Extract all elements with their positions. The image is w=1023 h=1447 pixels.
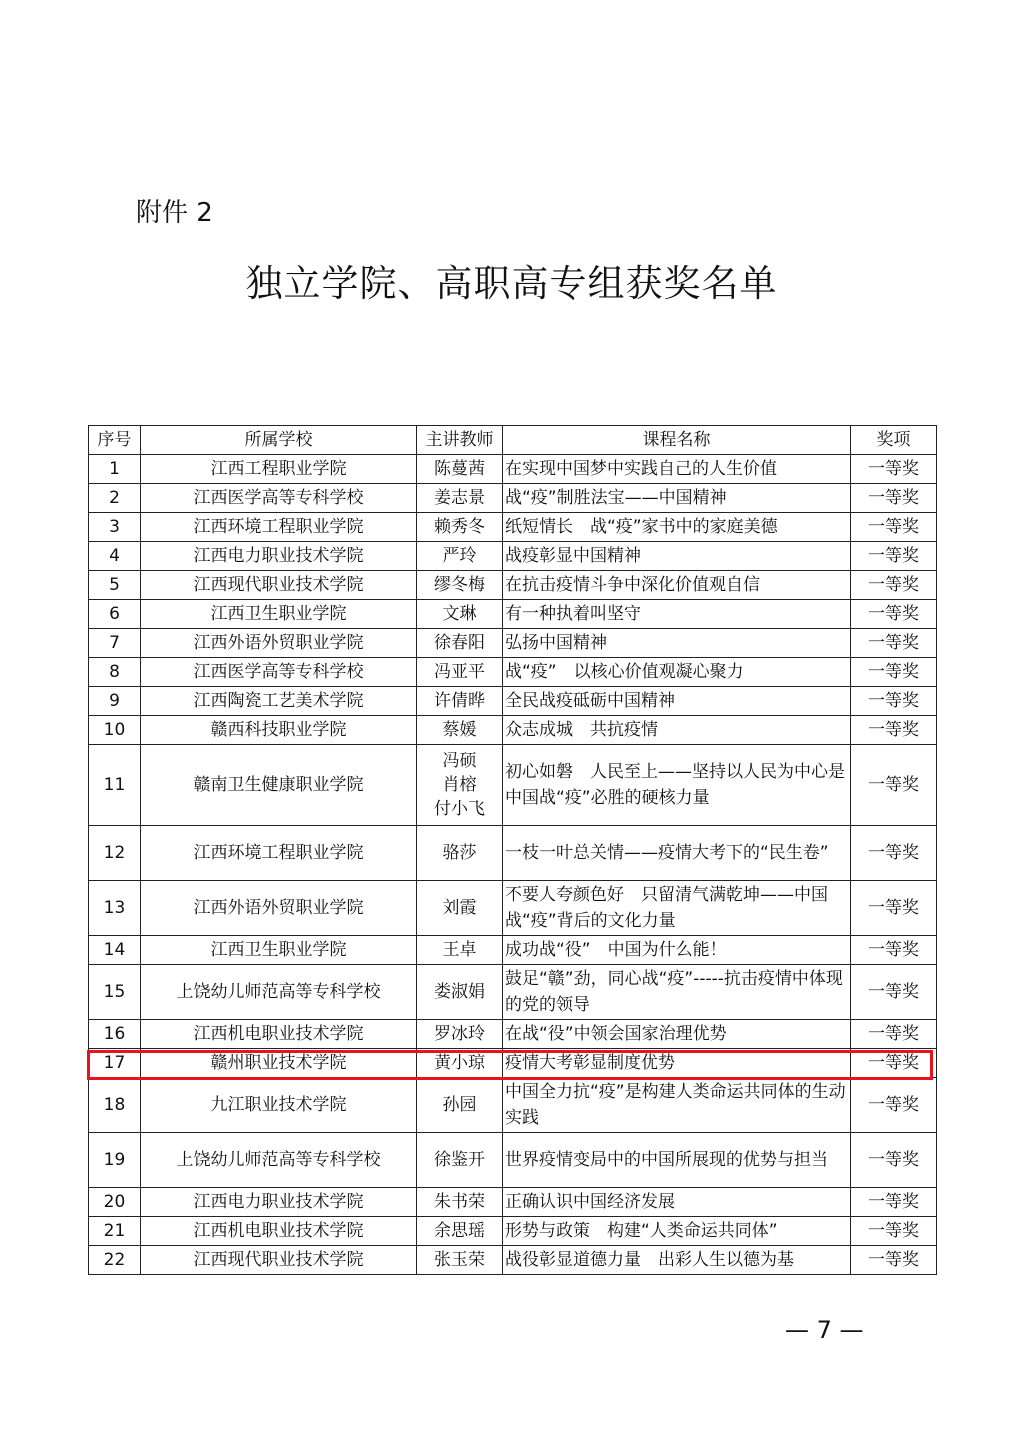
attachment-label: 附件 2: [136, 198, 213, 228]
cell-teacher: 赖秀冬: [417, 513, 503, 542]
cell-teacher: 缪冬梅: [417, 571, 503, 600]
cell-course: 正确认识中国经济发展: [503, 1188, 851, 1217]
cell-no: 8: [89, 658, 141, 687]
cell-award: 一等奖: [851, 1246, 937, 1275]
cell-no: 11: [89, 745, 141, 826]
cell-no: 19: [89, 1133, 141, 1188]
cell-no: 17: [89, 1049, 141, 1078]
cell-course: 纸短情长 战“疫”家书中的家庭美德: [503, 513, 851, 542]
cell-award: 一等奖: [851, 1133, 937, 1188]
cell-school: 江西卫生职业学院: [141, 936, 417, 965]
table-row: [89, 571, 937, 600]
cell-course: 全民战疫砥砺中国精神: [503, 687, 851, 716]
cell-school: 江西环境工程职业学院: [141, 826, 417, 881]
cell-teacher: 冯亚平: [417, 658, 503, 687]
header-course: 课程名称: [503, 426, 851, 455]
table-row: [89, 1020, 937, 1049]
cell-school: 江西机电职业技术学院: [141, 1020, 417, 1049]
cell-school: 赣州职业技术学院: [141, 1049, 417, 1078]
cell-school: 江西电力职业技术学院: [141, 542, 417, 571]
cell-course: 形势与政策 构建“人类命运共同体”: [503, 1217, 851, 1246]
cell-school: 江西机电职业技术学院: [141, 1217, 417, 1246]
cell-teacher: 罗冰玲: [417, 1020, 503, 1049]
cell-school: 江西外语外贸职业学院: [141, 629, 417, 658]
cell-teacher: 蔡媛: [417, 716, 503, 745]
cell-school: 上饶幼儿师范高等专科学校: [141, 1133, 417, 1188]
cell-teacher: [417, 745, 503, 826]
cell-award: 一等奖: [851, 658, 937, 687]
cell-course: 弘扬中国精神: [503, 629, 851, 658]
cell-award: 一等奖: [851, 1049, 937, 1078]
cell-award: 一等奖: [851, 513, 937, 542]
cell-course: 成功战“役” 中国为什么能！: [503, 936, 851, 965]
teacher-name: 肖榕: [442, 775, 477, 795]
cell-award: 一等奖: [851, 600, 937, 629]
cell-award: 一等奖: [851, 1020, 937, 1049]
cell-award: 一等奖: [851, 936, 937, 965]
cell-school: 江西工程职业学院: [141, 455, 417, 484]
cell-award: 一等奖: [851, 1078, 937, 1133]
cell-school: 江西环境工程职业学院: [141, 513, 417, 542]
cell-award: 一等奖: [851, 826, 937, 881]
cell-course: 在抗击疫情斗争中深化价值观自信: [503, 571, 851, 600]
table-row: [89, 629, 937, 658]
cell-school: 赣西科技职业学院: [141, 716, 417, 745]
cell-course: 战疫彰显中国精神: [503, 542, 851, 571]
cell-course: 世界疫情变局中的中国所展现的优势与担当: [503, 1133, 851, 1188]
header-no: 序号: [89, 426, 141, 455]
cell-school: 江西医学高等专科学校: [141, 658, 417, 687]
cell-teacher: 姜志景: [417, 484, 503, 513]
cell-course: 有一种执着叫坚守: [503, 600, 851, 629]
cell-school: 江西电力职业技术学院: [141, 1188, 417, 1217]
cell-award: 一等奖: [851, 687, 937, 716]
cell-teacher: 许倩晔: [417, 687, 503, 716]
cell-award: 一等奖: [851, 455, 937, 484]
cell-no: 15: [89, 965, 141, 1020]
header-school: 所属学校: [141, 426, 417, 455]
page-number: — 7 —: [785, 1316, 864, 1344]
table-row: [89, 1246, 937, 1275]
cell-award: 一等奖: [851, 745, 937, 826]
cell-award: 一等奖: [851, 1217, 937, 1246]
table-row: [89, 687, 937, 716]
page-title: 独立学院、高职高专组获奖名单: [245, 262, 778, 305]
cell-school: 江西现代职业技术学院: [141, 1246, 417, 1275]
cell-course: 在战“役”中领会国家治理优势: [503, 1020, 851, 1049]
teacher-name: 冯硕: [442, 751, 477, 771]
table-row: [89, 716, 937, 745]
cell-no: 16: [89, 1020, 141, 1049]
cell-teacher: 刘霞: [417, 881, 503, 936]
cell-no: 10: [89, 716, 141, 745]
table-row: [89, 542, 937, 571]
cell-teacher: 黄小琼: [417, 1049, 503, 1078]
table-row: [89, 1217, 937, 1246]
cell-no: 2: [89, 484, 141, 513]
cell-no: 21: [89, 1217, 141, 1246]
cell-no: 14: [89, 936, 141, 965]
cell-teacher: 娄淑娟: [417, 965, 503, 1020]
cell-teacher: 徐春阳: [417, 629, 503, 658]
cell-course: 在实现中国梦中实践自己的人生价值: [503, 455, 851, 484]
table-row: [89, 658, 937, 687]
cell-teacher: 骆莎: [417, 826, 503, 881]
cell-course: 不要人夸颜色好 只留清气满乾坤——中国战“疫”背后的文化力量: [503, 881, 851, 936]
cell-award: 一等奖: [851, 542, 937, 571]
cell-course: 战役彰显道德力量 出彩人生以德为基: [503, 1246, 851, 1275]
table-row: [89, 745, 937, 826]
cell-course: 众志成城 共抗疫情: [503, 716, 851, 745]
awards-table: [88, 425, 937, 1275]
cell-no: 20: [89, 1188, 141, 1217]
cell-teacher: 文琳: [417, 600, 503, 629]
cell-award: 一等奖: [851, 571, 937, 600]
table-row: [89, 881, 937, 936]
cell-teacher: 徐鉴开: [417, 1133, 503, 1188]
cell-school: 上饶幼儿师范高等专科学校: [141, 965, 417, 1020]
table-row: [89, 484, 937, 513]
cell-no: 7: [89, 629, 141, 658]
cell-course: 鼓足“赣”劲，同心战“疫”-----抗击疫情中体现的党的领导: [503, 965, 851, 1020]
cell-course: 战“疫”制胜法宝——中国精神: [503, 484, 851, 513]
cell-no: 1: [89, 455, 141, 484]
cell-school: 江西医学高等专科学校: [141, 484, 417, 513]
cell-no: 4: [89, 542, 141, 571]
table-row: [89, 1188, 937, 1217]
cell-no: 6: [89, 600, 141, 629]
cell-school: 江西卫生职业学院: [141, 600, 417, 629]
table-row: [89, 513, 937, 542]
cell-school: 江西外语外贸职业学院: [141, 881, 417, 936]
cell-teacher: 王卓: [417, 936, 503, 965]
cell-teacher: 陈蔓茜: [417, 455, 503, 484]
cell-no: 9: [89, 687, 141, 716]
table-row: [89, 600, 937, 629]
cell-no: 12: [89, 826, 141, 881]
cell-teacher: 朱书荣: [417, 1188, 503, 1217]
table-row: [89, 965, 937, 1020]
table-row: [89, 1078, 937, 1133]
cell-no: 18: [89, 1078, 141, 1133]
cell-course: 中国全力抗“疫”是构建人类命运共同体的生动实践: [503, 1078, 851, 1133]
header-teacher: 主讲教师: [417, 426, 503, 455]
header-award: 奖项: [851, 426, 937, 455]
cell-teacher: 孙园: [417, 1078, 503, 1133]
table-row: [89, 936, 937, 965]
cell-award: 一等奖: [851, 629, 937, 658]
table-row: [89, 455, 937, 484]
cell-school: 江西现代职业技术学院: [141, 571, 417, 600]
cell-award: 一等奖: [851, 716, 937, 745]
cell-award: 一等奖: [851, 1188, 937, 1217]
cell-school: 九江职业技术学院: [141, 1078, 417, 1133]
teacher-name: 付小飞: [434, 799, 485, 819]
cell-no: 5: [89, 571, 141, 600]
table-row: [89, 1133, 937, 1188]
cell-course: 战“疫” 以核心价值观凝心聚力: [503, 658, 851, 687]
cell-teacher: 张玉荣: [417, 1246, 503, 1275]
cell-teacher: 余思瑶: [417, 1217, 503, 1246]
cell-course: 初心如磐 人民至上——坚持以人民为中心是中国战“疫”必胜的硬核力量: [503, 745, 851, 826]
cell-teacher: 严玲: [417, 542, 503, 571]
cell-school: 江西陶瓷工艺美术学院: [141, 687, 417, 716]
cell-course: 一枝一叶总关情——疫情大考下的“民生卷”: [503, 826, 851, 881]
table-row: [89, 826, 937, 881]
cell-school: 赣南卫生健康职业学院: [141, 745, 417, 826]
table-row: [89, 1049, 937, 1078]
cell-no: 3: [89, 513, 141, 542]
cell-award: 一等奖: [851, 881, 937, 936]
cell-no: 22: [89, 1246, 141, 1275]
cell-award: 一等奖: [851, 965, 937, 1020]
table-header-row: [89, 426, 937, 455]
cell-award: 一等奖: [851, 484, 937, 513]
cell-course: 疫情大考彰显制度优势: [503, 1049, 851, 1078]
cell-no: 13: [89, 881, 141, 936]
